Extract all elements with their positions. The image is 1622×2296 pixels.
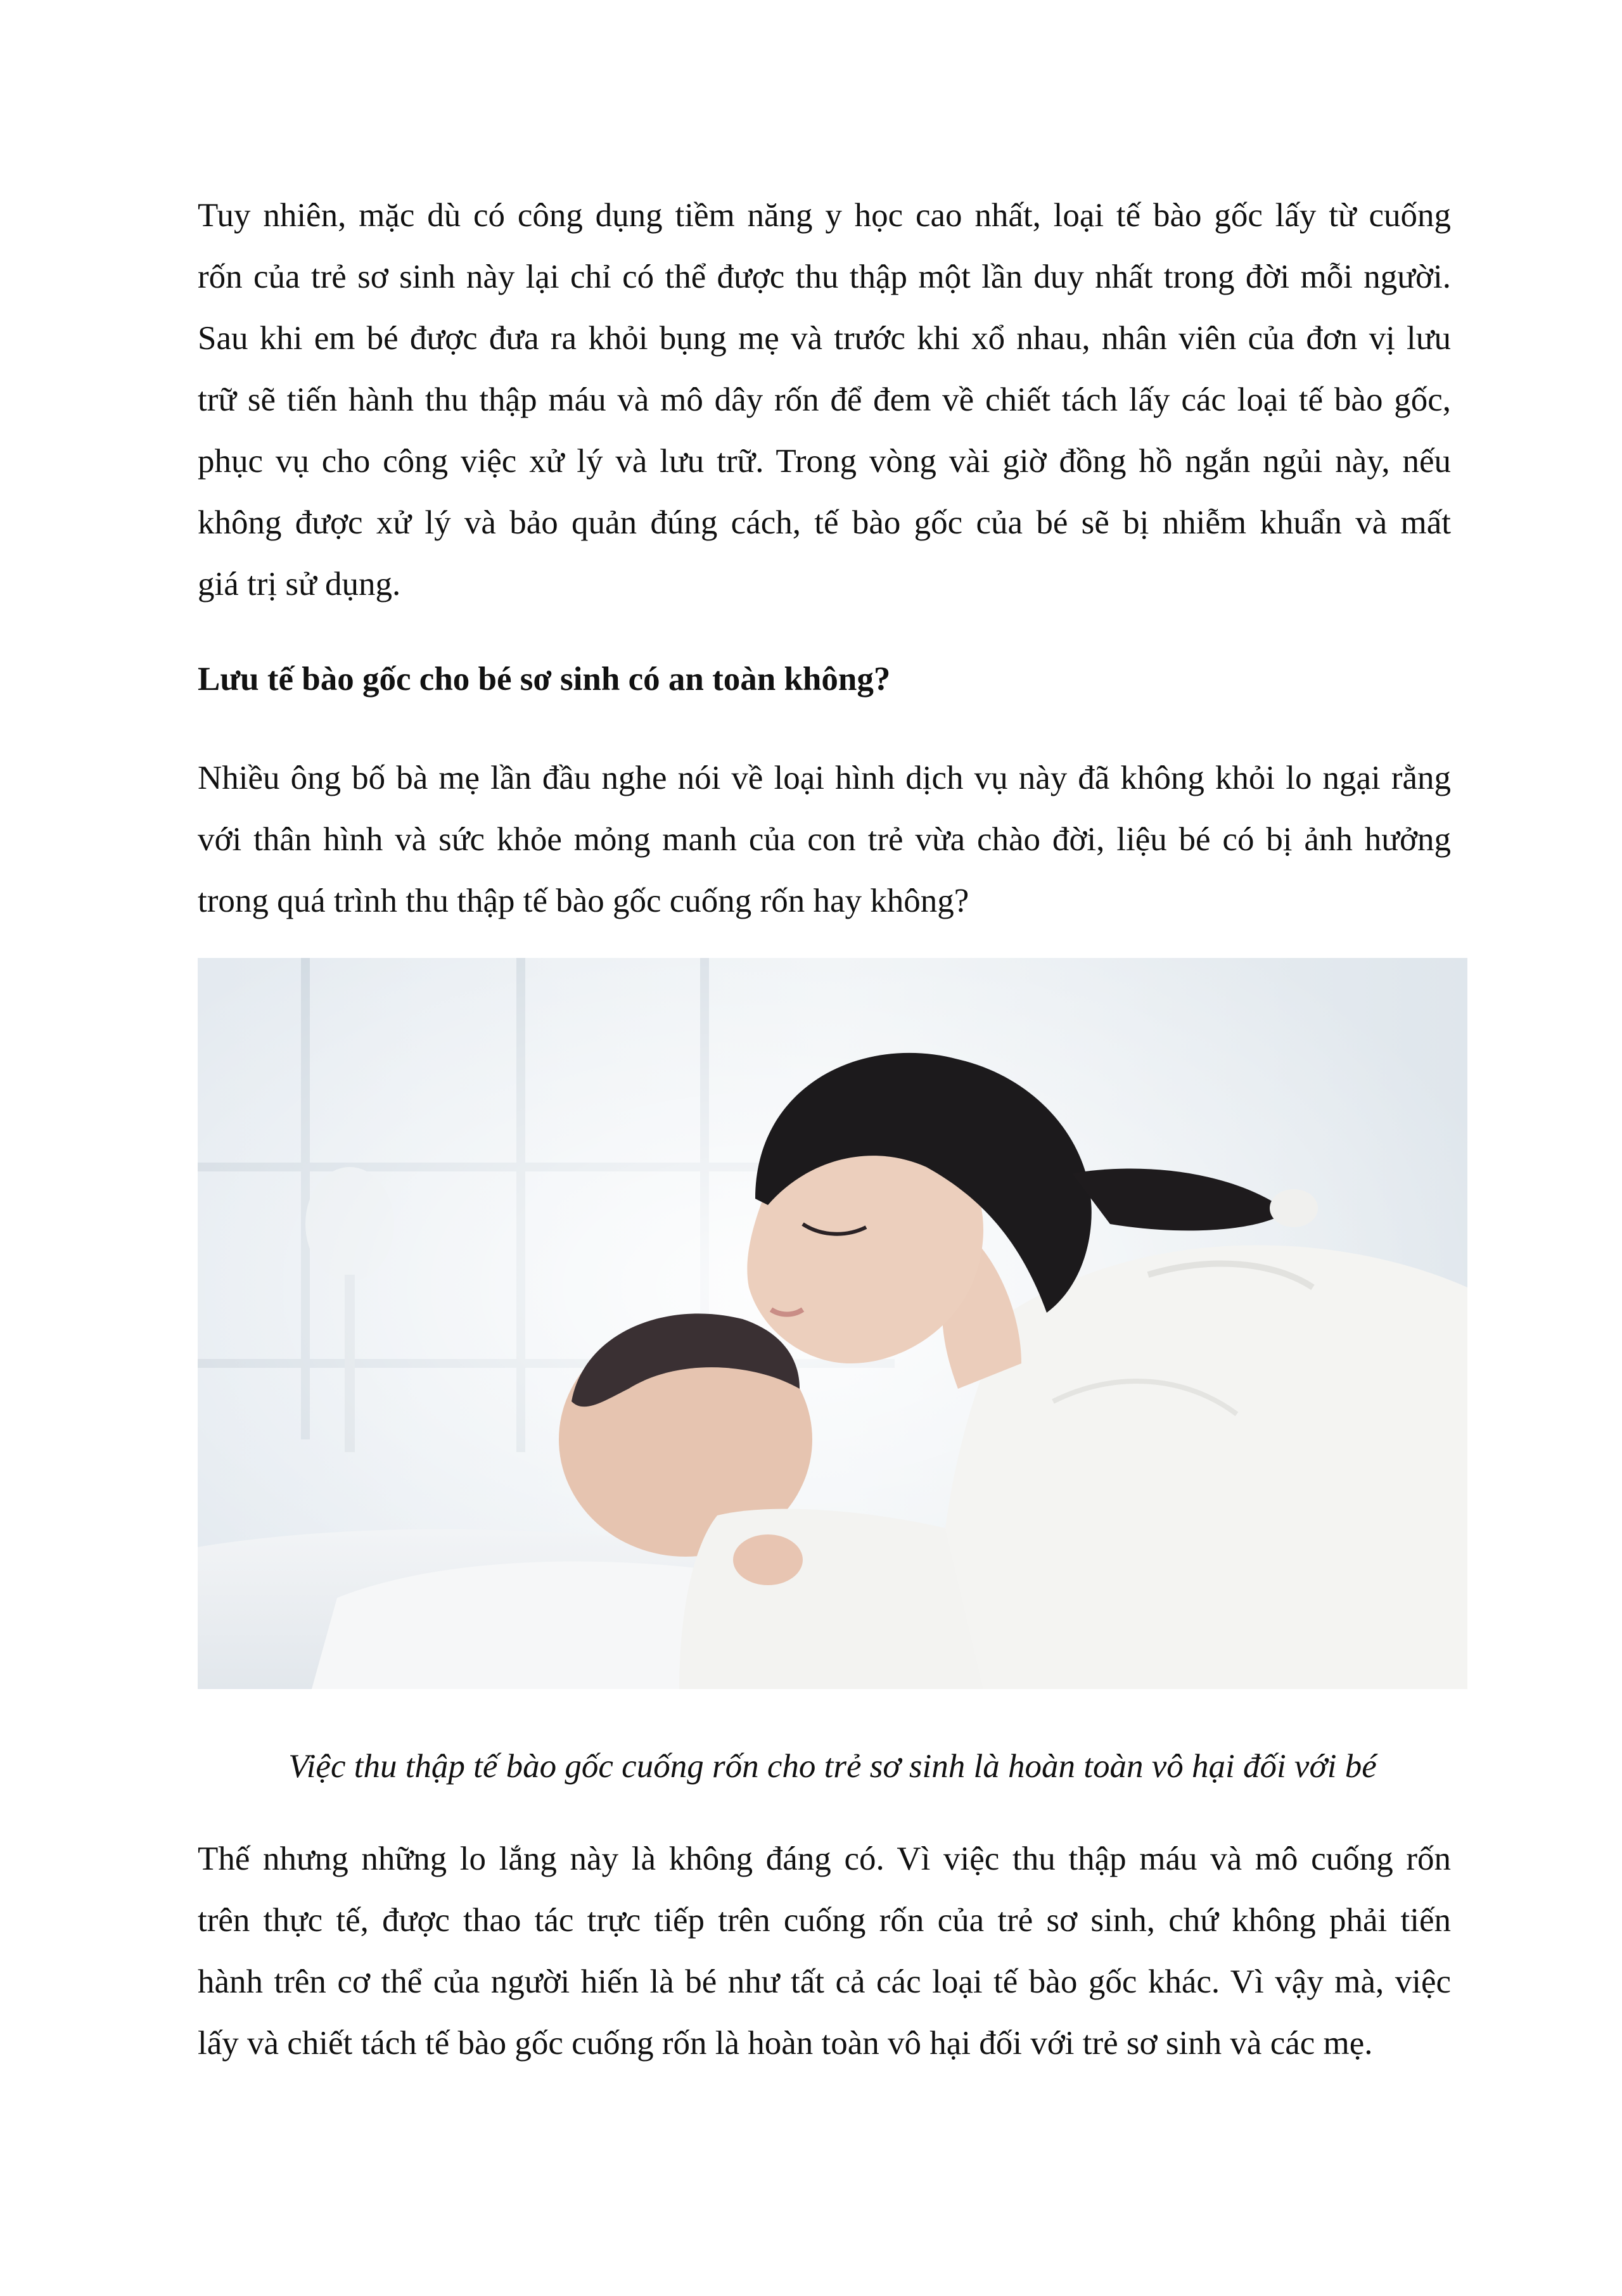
paragraph-line: với thân hình và sức khỏe mỏng manh của con trẻ vừa chào đời, liệu bé có bị ảnh hưởng [198, 821, 1451, 858]
paragraph-line: Tuy nhiên, mặc dù có công dụng tiềm năng y học cao nhất, loại tế bào gốc lấy từ cuống [198, 197, 1451, 234]
paragraph-line: trữ sẽ tiến hành thu thập máu và mô dây rốn để đem về chiết tách lấy các loại tế bào gốc, [198, 381, 1451, 418]
paragraph-line: Sau khi em bé được đưa ra khỏi bụng mẹ và trước khi xổ nhau, nhân viên của đơn vị lưu [198, 320, 1451, 357]
section-heading: Lưu tế bào gốc cho bé sơ sinh có an toàn không? [198, 661, 891, 698]
paragraph-line: lấy và chiết tách tế bào gốc cuống rốn là hoàn toàn vô hại đối với trẻ sơ sinh và các mẹ. [198, 2025, 1373, 2062]
paragraph-line: rốn của trẻ sơ sinh này lại chỉ có thể được thu thập một lần duy nhất trong đời mỗi người. [198, 258, 1451, 295]
paragraph-1 [198, 185, 1451, 615]
mother-kissing-baby-photo [198, 958, 1467, 1689]
image-caption: Việc thu thập tế bào gốc cuống rốn cho trẻ sơ sinh là hoàn toàn vô hại đối với bé [288, 1748, 1377, 1785]
paragraph-line: không được xử lý và bảo quản đúng cách, tế bào gốc của bé sẽ bị nhiễm khuẩn và mất [198, 504, 1451, 541]
paragraph-line: phục vụ cho công việc xử lý và lưu trữ. Trong vòng vài giờ đồng hồ ngắn ngủi này, nếu [198, 443, 1451, 480]
paragraph-line: trên thực tế, được thao tác trực tiếp trên cuống rốn của trẻ sơ sinh, chứ không phải tiến [198, 1902, 1451, 1939]
paragraph-2 [198, 748, 1451, 932]
paragraph-3 [198, 1828, 1451, 2074]
paragraph-line: Nhiều ông bố bà mẹ lần đầu nghe nói về loại hình dịch vụ này đã không khỏi lo ngại rằng [198, 760, 1451, 796]
paragraph-line: trong quá trình thu thập tế bào gốc cuống rốn hay không? [198, 883, 969, 919]
paragraph-line: hành trên cơ thể của người hiến là bé như tất cả các loại tế bào gốc khác. Vì vậy mà, việc [198, 1963, 1451, 2000]
paragraph-line: giá trị sử dụng. [198, 566, 401, 603]
paragraph-line: Thế nhưng những lo lắng này là không đáng có. Vì việc thu thập máu và mô cuống rốn [198, 1840, 1451, 1877]
